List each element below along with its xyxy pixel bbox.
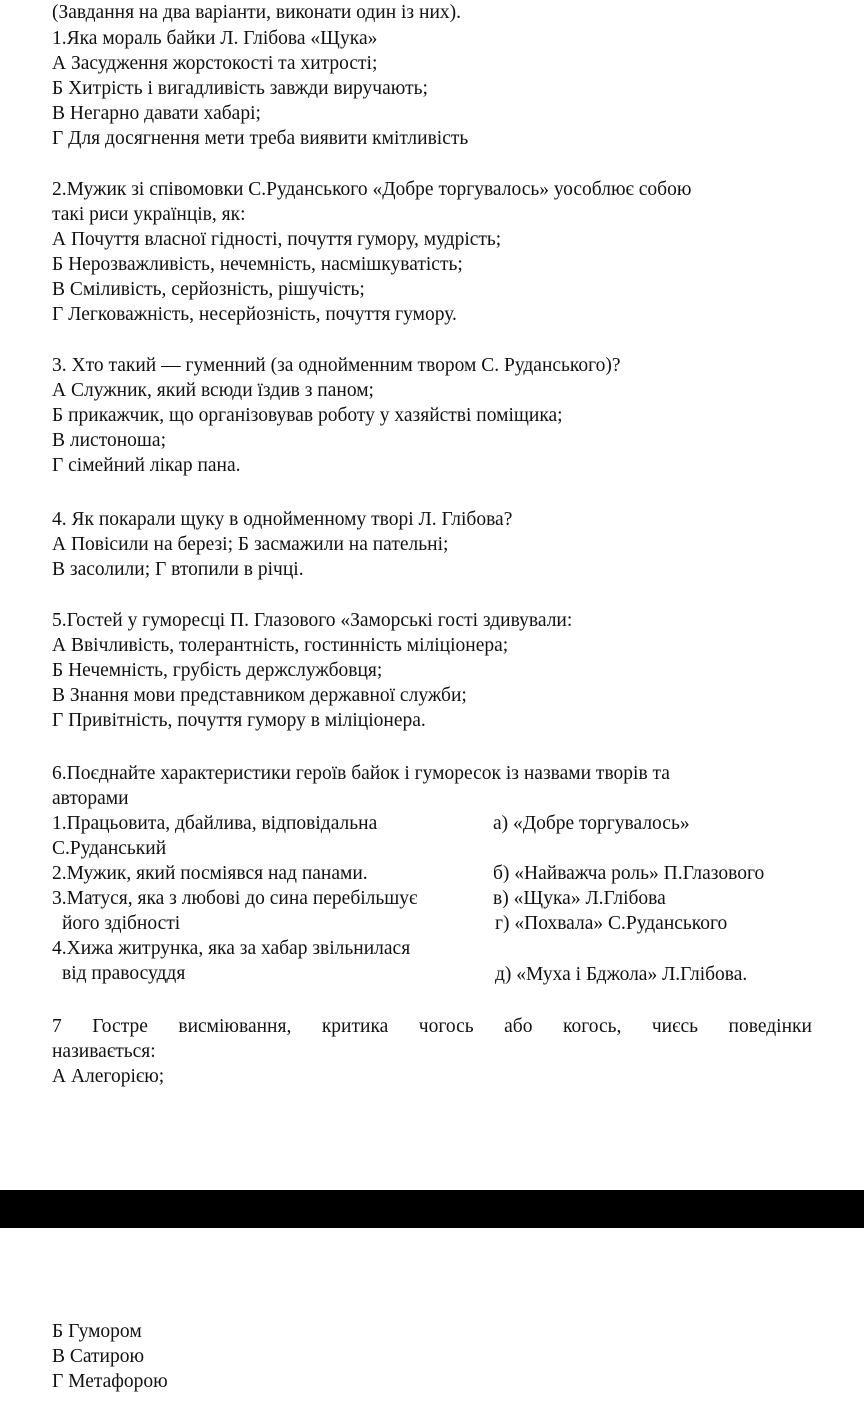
q7-word: поведінки (728, 1016, 812, 1037)
q3-question: 3. Хто такий — гуменний (за однойменним твором С. Руданського)? (52, 355, 621, 376)
q6-right-item: д) «Муха і Бджола» Л.Глібова. (495, 964, 748, 985)
q3-option-b: Б прикажчик, що організовував роботу у хазяйстві поміщика; (52, 405, 563, 426)
q6-right-item: б) «Найважча роль» П.Глазового (493, 863, 765, 884)
q5-option-c: В Знання мови представником державної служби; (52, 685, 467, 706)
q6-left-item: від правосуддя (62, 963, 186, 984)
q2-option-b: Б Нерозважливість, нечемність, насмішкуватість; (52, 254, 463, 275)
q4-options-line2: В засолили; Г втопили в річці. (52, 559, 304, 580)
q2-question-line1: 2.Мужик зі співомовки С.Руданського «Добре торгувалось» уособлює собою (52, 179, 692, 200)
q3-option-d: Г сімейний лікар пана. (52, 455, 241, 476)
q1-option-b: Б Хитрість і вигадливість завжди виручають; (52, 78, 428, 99)
q2-option-d: Г Легковажність, несерйозність, почуття гумору. (52, 304, 457, 325)
q6-left-item: його здібності (62, 913, 181, 934)
q7-word: Гостре (92, 1016, 148, 1037)
q6-question-line1: 6.Поєднайте характеристики героїв байок і гуморесок із назвами творів та (52, 763, 670, 784)
black-bar (0, 1190, 864, 1228)
q7-word: критика (321, 1016, 389, 1037)
intro-text: (Завдання на два варіанти, виконати один із них). (52, 2, 462, 23)
q6-left-item: 4.Хижа житрунка, яка за хабар звільнилася (52, 938, 411, 959)
q3-option-c: В листоноша; (52, 430, 166, 451)
q4-options-line1: А Повісили на березі; Б засмажили на пательні; (52, 534, 449, 555)
q5-option-d: Г Привітність, почуття гумору в міліціонера. (52, 710, 426, 731)
q7-word: чиєсь (651, 1016, 699, 1037)
q7-option-a: А Алегорією; (52, 1066, 165, 1087)
q7-question-line2: називається: (52, 1041, 156, 1062)
q6-right-item: г) «Похвала» С.Руданського (495, 913, 728, 934)
q5-option-b: Б Нечемність, грубість держслужбовця; (52, 660, 383, 681)
q7-word: або (504, 1016, 533, 1037)
q3-option-a: А Служник, який всюди їздив з паном; (52, 380, 374, 401)
q6-right-item: в) «Щука» Л.Глібова (493, 888, 666, 909)
q1-question: 1.Яка мораль байки Л. Глібова «Щука» (52, 28, 378, 49)
q5-option-a: А Ввічливість, толерантність, гостинність міліціонера; (52, 635, 509, 656)
q2-option-a: А Почуття власної гідності, почуття гумору, мудрість; (52, 229, 502, 250)
q1-option-a: А Засудження жорстокості та хитрості; (52, 53, 378, 74)
q4-question: 4. Як покарали щуку в однойменному творі Л. Глібова? (52, 509, 513, 530)
q1-option-c: В Негарно давати хабарі; (52, 103, 261, 124)
q6-left-item: 2.Мужик, який посміявся над панами. (52, 863, 368, 884)
q7-question-line1 (52, 1015, 812, 1039)
q7-word: чогось (418, 1016, 474, 1037)
q2-question-line2: такі риси українців, як: (52, 204, 246, 225)
q6-left-item: С.Руданський (52, 838, 167, 859)
q7-option-d: Г Метафорою (52, 1371, 168, 1392)
q2-option-c: В Сміливість, серйозність, рішучість; (52, 279, 365, 300)
q6-question-line2: авторами (52, 788, 129, 809)
q7-option-b: Б Гумором (52, 1321, 142, 1342)
q1-option-d: Г Для досягнення мети треба виявити кмітливість (52, 128, 469, 149)
q5-question: 5.Гостей у гуморесці П. Глазового «Заморські гості здивували: (52, 610, 573, 631)
q6-right-item: а) «Добре торгувалось» (493, 813, 690, 834)
q6-left-item: 3.Матуся, яка з любові до сина перебільшує (52, 888, 418, 909)
q7-word: висміювання, (178, 1016, 292, 1037)
q6-left-item: 1.Працьовита, дбайлива, відповідальна (52, 813, 378, 834)
q7-word: когось, (562, 1016, 622, 1037)
q7-word: 7 (52, 1016, 62, 1037)
q7-option-c: В Сатирою (52, 1346, 145, 1367)
